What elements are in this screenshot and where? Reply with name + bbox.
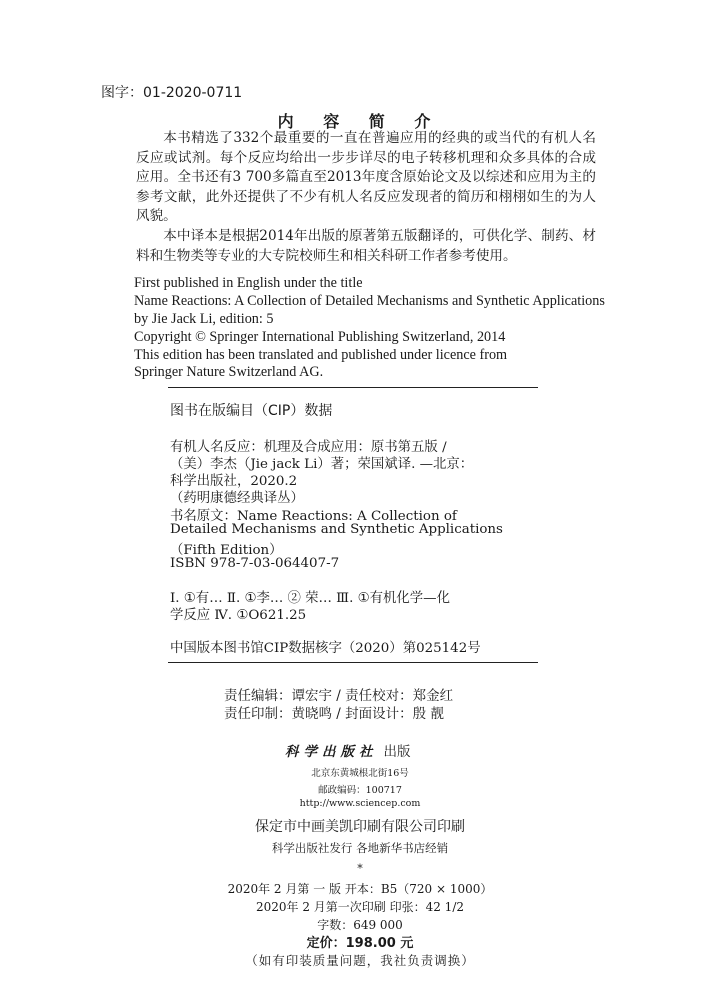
publisher-suffix: 出版 [383, 744, 411, 760]
edition-info: 2020年 2 月第 一 版 开本：B5（720 × 1000） [227, 882, 493, 896]
english-line-1: First published in English under the title [134, 275, 363, 291]
isbn: ISBN 978-7-03-064407-7 [170, 556, 340, 571]
cip-classification: Ⅰ. ①有… Ⅱ. ①李… ② 荣… Ⅲ. ①有机化学—化 [170, 591, 450, 606]
cip-line: （Fifth Edition） [170, 543, 283, 558]
price: 定价：198.00 元 [306, 936, 414, 951]
word-count: 字数：649 000 [317, 918, 403, 932]
cip-record-number: 中国版本图书馆CIP数据核字（2020）第025142号 [170, 641, 481, 656]
page-title: 内 容 简 介 [277, 112, 443, 131]
english-line-3: by Jie Jack Li, edition: 5 [134, 311, 274, 327]
publisher-address: 北京东黄城根北街16号 [311, 768, 409, 779]
publisher-postcode: 邮政编码：100717 [318, 785, 402, 796]
registration-number: 图字：01-2020-0711 [101, 85, 243, 101]
cip-heading: 图书在版编目（CIP）数据 [170, 403, 333, 419]
cip-line: （药明康德经典译丛） [170, 491, 304, 506]
impression-info: 2020年 2 月第一次印刷 印张：42 1/2 [255, 900, 464, 914]
english-line-4: Copyright © Springer International Publishing Switzerland, 2014 [134, 329, 506, 345]
english-line-5: This edition has been translated and published under licence from [134, 347, 508, 363]
printer: 保定市中画美凯印刷有限公司印刷 [255, 819, 465, 835]
editor-credit: 责任编辑：谭宏宇 / 责任校对：郑金红 [224, 688, 454, 704]
quality-notice: （如有印装质量问题，我社负责调换） [245, 953, 475, 968]
cip-line: 书名原文：Name Reactions: A Collection of [170, 509, 457, 524]
divider-top [168, 387, 538, 388]
cip-line: Detailed Mechanisms and Synthetic Applications [170, 522, 503, 537]
publisher-line [285, 740, 411, 760]
cip-line: 科学出版社，2020.2 [170, 474, 298, 489]
publisher-website: http://www.sciencep.com [299, 798, 421, 809]
cip-line: 有机人名反应：机理及合成应用：原书第五版 / [170, 440, 447, 455]
english-line-2: Name Reactions: A Collection of Detailed Mechanisms and Synthetic Applications [134, 293, 605, 309]
intro-paragraph-1: 本书精选了332个最重要的一直在普遍应用的经典的或当代的有机人名反应或试剂。每个反应均给出一步步详尽的电子转移机理和众多具体的合成应用。全书还有3 700多篇直至2013年度含原始论文及以综述和应用为主的参考文献，此外还提供了不少有机人名反应发现者的简历和栩栩如生的为人风貌。 [136, 130, 596, 224]
divider-bottom [168, 662, 538, 663]
separator-star: * [357, 862, 363, 875]
english-line-6: Springer Nature Switzerland AG. [134, 364, 324, 380]
production-credit: 责任印制：黄晓鸣 / 封面设计：殷 靓 [224, 706, 444, 722]
distribution: 科学出版社发行 各地新华书店经销 [271, 841, 449, 855]
cip-classification: 学反应 Ⅳ. ①O621.25 [170, 608, 307, 623]
intro-paragraph-2: 本中译本是根据2014年出版的原著第五版翻译的，可供化学、制药、材料和生物类等专业的大专院校师生和相关科研工作者参考使用。 [136, 228, 596, 264]
cip-line: （美）李杰（Jie jack Li）著；荣国斌译. —北京： [170, 457, 474, 472]
publisher-name: 科学出版社 [285, 744, 378, 760]
